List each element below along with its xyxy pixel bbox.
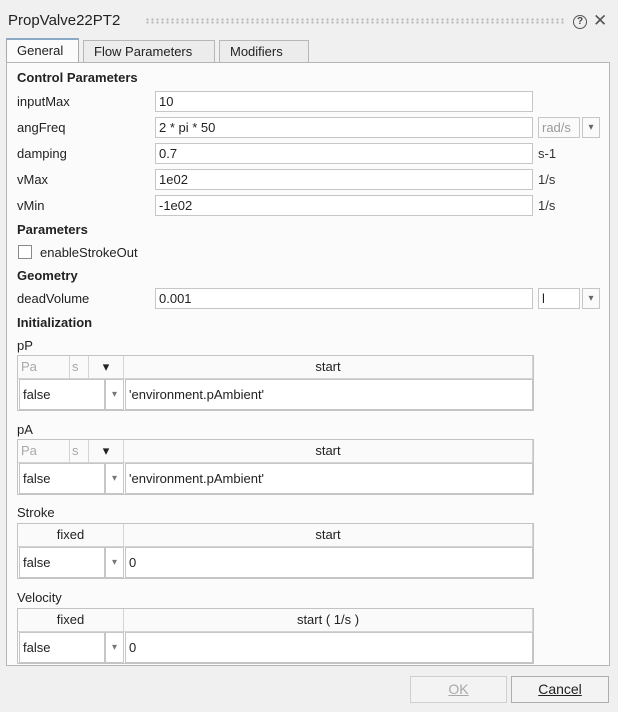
help-icon[interactable]: ? <box>573 15 587 29</box>
tab-modifiers-label: Modifiers <box>230 44 283 59</box>
pp-label: pP <box>17 338 33 353</box>
tab-general-label: General <box>17 43 64 58</box>
stroke-col-fixed-header: fixed <box>18 524 124 547</box>
vmin-label: vMin <box>17 198 45 213</box>
tab-general[interactable] <box>6 38 79 63</box>
damping-label: damping <box>17 146 67 161</box>
chevron-down-icon[interactable]: ▾ <box>89 356 124 379</box>
damping-unit: s-1 <box>538 146 557 161</box>
pp-col-unit-header-cut: s <box>70 356 89 379</box>
pp-col-start-header: start <box>124 356 533 379</box>
enable-stroke-out-checkbox[interactable] <box>18 245 32 259</box>
pp-start-input[interactable]: 'environment.pAmbient' <box>125 379 533 410</box>
chevron-down-icon[interactable]: ▾ <box>105 632 124 663</box>
cancel-button[interactable] <box>511 676 609 703</box>
velocity-fixed-select[interactable]: false <box>19 632 105 663</box>
deadvolume-label: deadVolume <box>17 291 90 306</box>
tab-bar <box>6 38 610 62</box>
stroke-col-start-header: start <box>124 524 533 547</box>
drag-grip[interactable] <box>145 18 565 24</box>
velocity-start-input[interactable]: 0 <box>125 632 533 663</box>
pa-start-input[interactable]: 'environment.pAmbient' <box>125 463 533 494</box>
angfreq-unit-select[interactable]: rad/s <box>538 117 580 138</box>
stroke-start-input[interactable]: 0 <box>125 547 533 578</box>
chevron-down-icon[interactable]: ▾ <box>582 117 600 138</box>
window-title: PropValve22PT2 <box>8 12 121 29</box>
tab-flow-parameters[interactable] <box>83 40 215 62</box>
geometry-heading: Geometry <box>17 268 78 283</box>
pa-label: pA <box>17 422 33 437</box>
pp-fixed-select[interactable]: false <box>19 379 105 410</box>
deadvolume-unit-select[interactable]: l <box>538 288 580 309</box>
vmax-input[interactable]: 1e02 <box>155 169 533 190</box>
vmin-input[interactable]: -1e02 <box>155 195 533 216</box>
enable-stroke-out-label: enableStrokeOut <box>40 245 138 260</box>
ok-button[interactable] <box>410 676 507 703</box>
control-parameters-heading: Control Parameters <box>17 70 138 85</box>
parameters-heading: Parameters <box>17 222 88 237</box>
tab-flow-parameters-label: Flow Parameters <box>94 44 193 59</box>
pa-col-unit-header: Pa <box>18 440 70 463</box>
pp-table <box>17 355 534 411</box>
pa-col-unit-header-cut: s <box>70 440 89 463</box>
velocity-label: Velocity <box>17 590 62 605</box>
deadvolume-input[interactable]: 0.001 <box>155 288 533 309</box>
initialization-heading: Initialization <box>17 315 93 330</box>
chevron-down-icon[interactable]: ▾ <box>105 547 124 578</box>
stroke-fixed-select[interactable]: false <box>19 547 105 578</box>
stroke-label: Stroke <box>17 505 55 520</box>
velocity-col-start-header: start ( 1/s ) <box>124 609 533 632</box>
pp-col-unit-header: Pa <box>18 356 70 379</box>
vmin-unit: 1/s <box>538 198 556 213</box>
chevron-down-icon[interactable]: ▾ <box>105 463 124 494</box>
pa-fixed-select[interactable]: false <box>19 463 105 494</box>
pa-table <box>17 439 534 495</box>
angfreq-label: angFreq <box>17 120 66 135</box>
chevron-down-icon[interactable]: ▾ <box>105 379 124 410</box>
damping-input[interactable]: 0.7 <box>155 143 533 164</box>
inputmax-label: inputMax <box>17 94 70 109</box>
velocity-col-fixed-header: fixed <box>18 609 124 632</box>
tab-modifiers[interactable] <box>219 40 309 62</box>
chevron-down-icon[interactable]: ▾ <box>582 288 600 309</box>
vmax-unit: 1/s <box>538 172 556 187</box>
close-icon[interactable]: ✕ <box>593 11 608 30</box>
stroke-table <box>17 523 534 579</box>
pa-col-start-header: start <box>124 440 533 463</box>
inputmax-input[interactable]: 10 <box>155 91 533 112</box>
chevron-down-icon[interactable]: ▾ <box>89 440 124 463</box>
velocity-table <box>17 608 534 664</box>
vmax-label: vMax <box>17 172 49 187</box>
ok-button-label: OK <box>448 681 469 697</box>
angfreq-input[interactable]: 2 * pi * 50 <box>155 117 533 138</box>
cancel-button-label: Cancel <box>538 681 582 697</box>
